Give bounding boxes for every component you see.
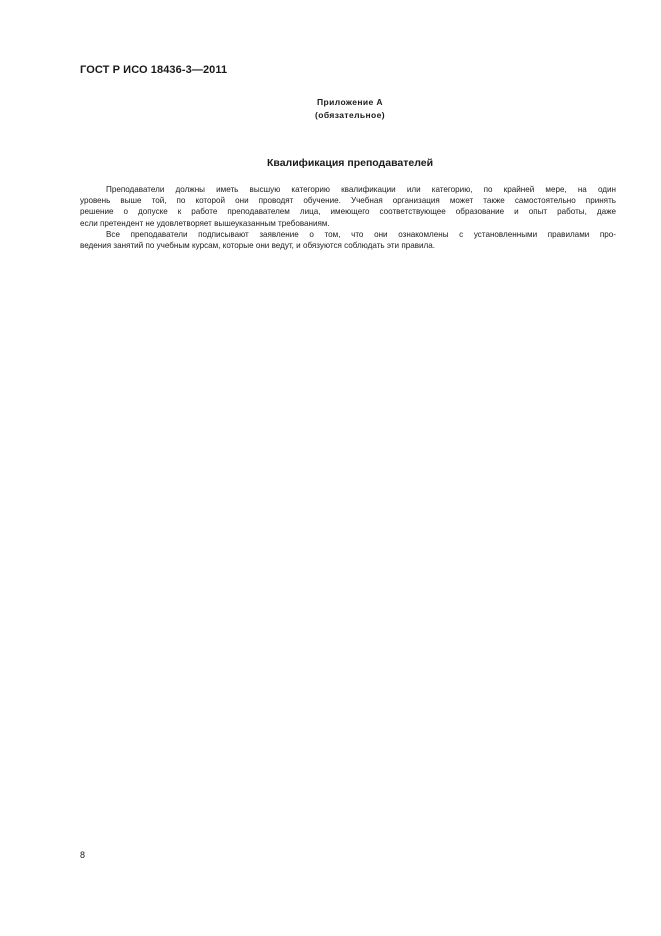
paragraph <box>80 229 616 251</box>
paragraph-line: уровень выше той, по которой они проводят обучение. Учебная организация может также самостоятельно принять <box>80 196 616 206</box>
paragraph <box>80 184 616 229</box>
section-title: Квалификация преподавателей <box>266 157 434 169</box>
appendix-title: Приложение А <box>317 97 383 107</box>
page-number: 8 <box>80 850 86 860</box>
document-code: ГОСТ Р ИСО 18436-3—2011 <box>80 64 228 76</box>
paragraph-line: если претендент не удовлетворяет вышеуказанным требованиям. <box>80 218 330 228</box>
body-text <box>80 184 616 251</box>
paragraph-line: ведения занятий по учебным курсам, которые они ведут, и обязуются соблюдать эти правила. <box>80 241 435 251</box>
paragraph-line: решение о допуске к работе преподавателем лица, имеющего соответствующее образование и опыт работы, даже <box>80 207 616 217</box>
appendix-status: (обязательное) <box>315 110 385 120</box>
paragraph-line: Все преподаватели подписывают заявление о том, что они ознакомлены с установленными правилами про- <box>106 229 616 239</box>
paragraph-line: Преподаватели должны иметь высшую категорию квалификации или категорию, по крайней мере, на один <box>106 185 616 194</box>
appendix-heading <box>80 96 620 122</box>
